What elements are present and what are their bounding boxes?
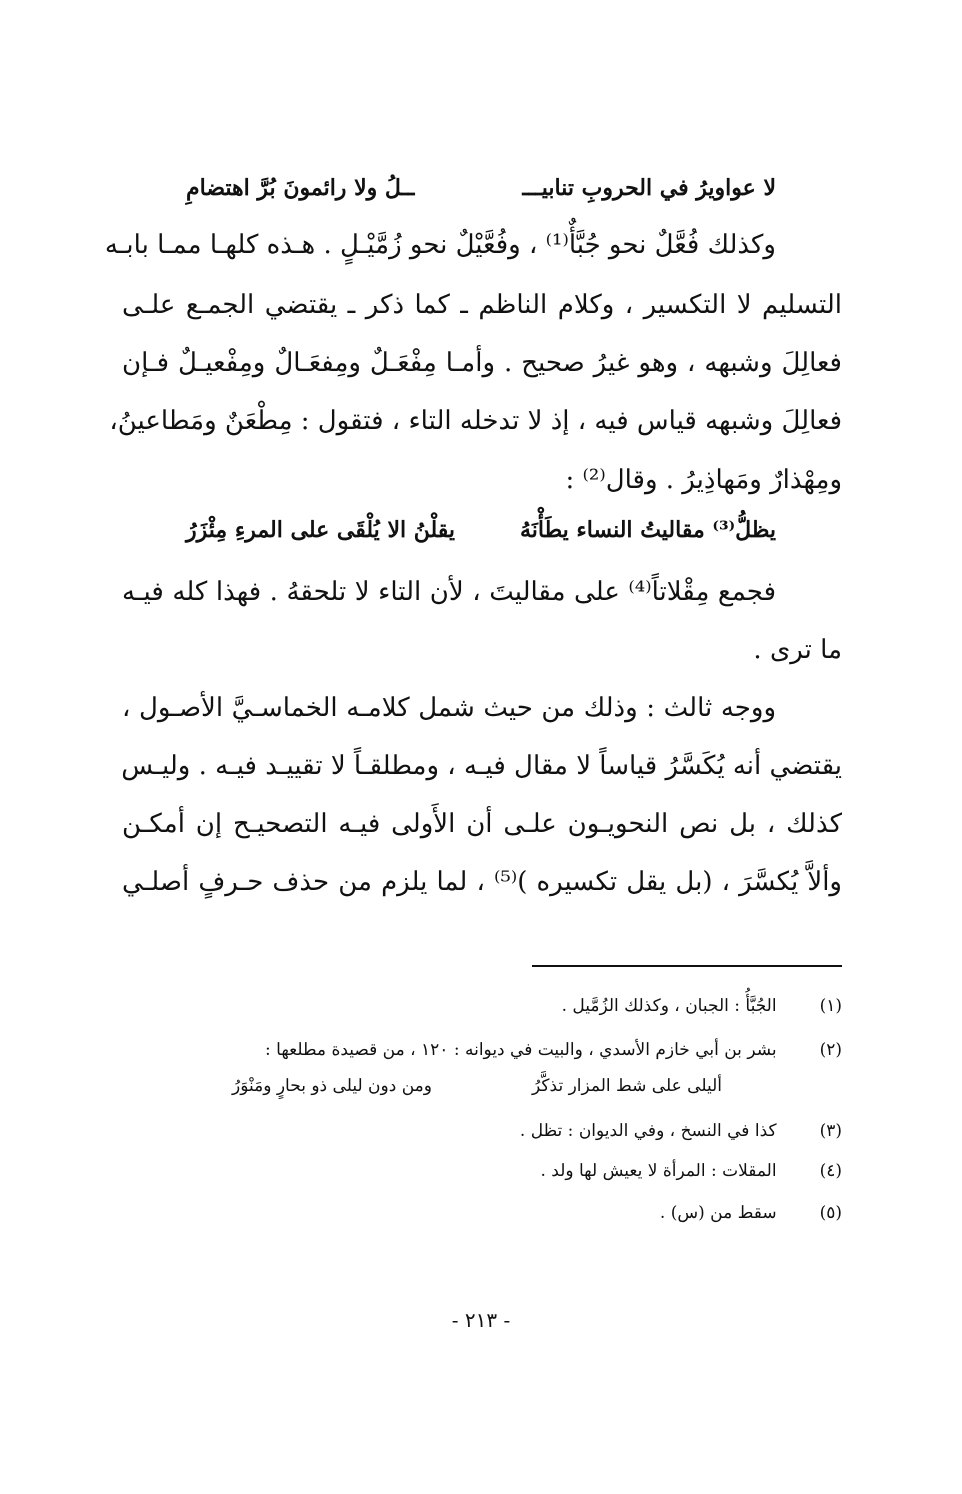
verse-hemistich-first: يظلُّ⁽³⁾ مقاليتُ النساء يطَأْنَهُ [519,517,776,543]
footnote [122,1034,842,1066]
page-number: - ٢١٣ - [451,1308,511,1332]
body-line: فجمع مِقْلاتاً⁽⁴⁾ على مقاليتَ ، لأن التاء لا تلحقهُ . فهذا كله فيـه [122,577,776,607]
body-line: وألاَّ يُكسَّرَ ، (بل يقل تكسيره )⁽⁵⁾ ، لما يلزم من حذف حـرفٍ أصلـي [122,867,842,897]
verse-hemistich-first: أليلى على شط المزار تذكَّرُ [532,1076,722,1096]
footnote [122,1155,842,1187]
footnote-number: (١) [819,996,842,1016]
opening-verse [186,168,776,208]
footnote [122,1115,842,1147]
footnote-text: بشر بن أبي خازم الأسدي ، والبيت في ديوانه : ١٢٠ ، من قصيدة مطلعها : [265,1040,777,1060]
footnote-text: الجُبَّأُ : الجبان ، وكذلك الزُمَّيل . [561,996,777,1016]
footnote-number: (٢) [819,1040,842,1060]
verse-hemistich-second: ــلُ ولا رائمونَ بُرَّ اهتضامِ [186,175,415,201]
footnote-divider [532,965,842,967]
body-line: التسليم لا التكسير ، وكلام الناظم ـ كما ذكر ـ يقتضي الجمـع علـى [122,290,842,320]
body-line: ما ترى . [753,635,842,665]
footnote-number: (٣) [819,1121,842,1141]
footnote [122,990,842,1022]
body-line: ووجه ثالث : وذلك من حيث شمل كلامـه الخماسـيَّ الأصـول ، [122,693,776,723]
footnote-verse [232,1070,722,1102]
footnote-number: (٥) [819,1203,842,1223]
body-line: فعالِلَ وشبهه ، وهو غيرُ صحيح . وأمـا مِفْعَـلٌ ومِفعَـالٌ ومِفْعيـلٌ فـإن [122,348,842,378]
footnote-text: سقط من (س) . [659,1203,777,1223]
footnote [122,1197,842,1229]
body-line: فعالِلَ وشبهه قياس فيه ، إذ لا تدخله التاء ، فتقول : مِطْعَنٌ ومَطاعينُ، [109,406,842,436]
footnote-text: كذا في النسخ ، وفي الديوان : تظل . [519,1121,777,1141]
body-line: يقتضي أنه يُكَسَّرُ قياساً لا مقال فيـه ، ومطلقـاً لا تقييـد فيـه . وليـس [121,751,842,781]
verse-hemistich-second: يقلْنُ الا يُلْقَى على المرءِ مِئْزَرُ [186,517,456,543]
quoted-verse [186,510,776,550]
body-line: ومِهْذارٌ ومَهاذِيرُ . وقال⁽²⁾ : [565,465,842,495]
footnote-text: المقلات : المرأة لا يعيش لها ولد . [540,1161,777,1181]
verse-hemistich-first: لا عواويرُ في الحروبِ تنابيـــ [522,175,776,201]
verse-hemistich-second: ومن دون ليلى ذو بحارٍ ومَنْوَرُ [232,1076,432,1096]
body-line: كذلك ، بل نص النحويـون علـى أن الأَولى فيـه التصحيـح إن أمكـن [122,809,842,839]
footnote-number: (٤) [819,1161,842,1181]
body-line: وكذلك فُعَّلٌ نحو جُبَّأٌ⁽¹⁾ ، وفُعَّيْلٌ نحو زُمَّيْـلٍ . هـذه كلهـا ممـا بابـه [104,230,776,260]
